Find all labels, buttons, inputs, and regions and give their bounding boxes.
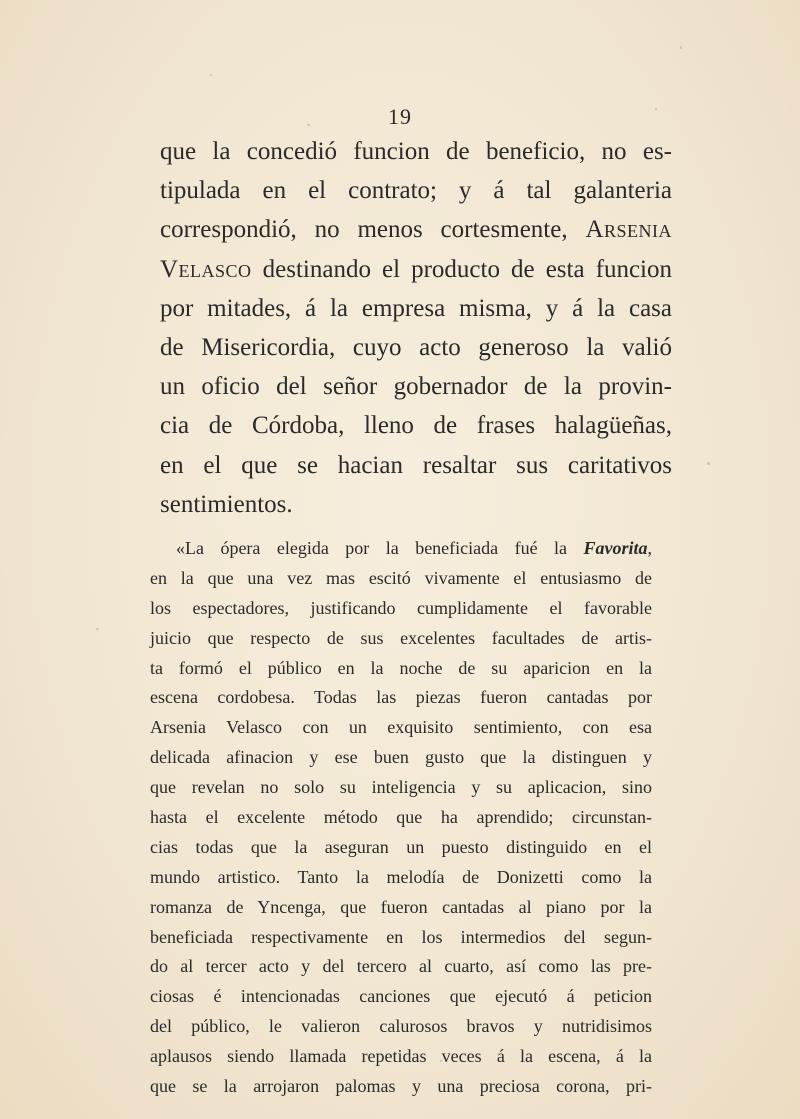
text-line: un oficio del señor gobernador de la provin- <box>160 373 672 401</box>
quote-line: mundo artistico. Tanto la melodía de Donizetti como la <box>150 866 652 887</box>
quote-line: juicio que respecto de sus excelentes facultades de artis- <box>150 627 652 648</box>
name-small-caps: Velasco <box>160 255 252 283</box>
quote-line: hasta el excelente método que ha aprendido; circunstan- <box>150 807 652 828</box>
quote-line: en la que una vez mas escitó vivamente el entusiasmo de <box>150 567 652 588</box>
quote-line: cias todas que la aseguran un puesto distinguido en el <box>150 836 652 857</box>
text-line-content: destinando el producto de esta funcion <box>262 255 672 283</box>
quote-line: que revelan no solo su inteligencia y su aplicacion, sino <box>150 777 652 798</box>
paper-speck <box>680 46 682 49</box>
quote-line: del público, le valieron calurosos bravos y nutridisimos <box>150 1016 652 1037</box>
quote-line: aplausos siendo llamada repetidas veces á la escena, á la <box>150 1046 652 1067</box>
text-line: cia de Córdoba, lleno de frases halagüeñas, <box>160 412 672 440</box>
text-line: que la concedió funcion de beneficio, no es- <box>160 138 672 165</box>
paper-speck <box>707 462 710 465</box>
text-line <box>160 210 672 249</box>
paper-speck <box>96 628 99 630</box>
quote-line: ciosas é intencionadas canciones que ejecutó á peticion <box>150 986 652 1007</box>
opera-title: Favorita <box>583 538 648 558</box>
quote-line: los espectadores, justificando cumplidamente el favorable <box>150 597 652 618</box>
text-line: de Misericordia, cuyo acto generoso la valió <box>160 333 672 361</box>
quote-line: escena cordobesa. Todas las piezas fueron cantadas por <box>150 687 652 708</box>
text-line: sentimientos. <box>160 490 293 518</box>
quote-line-start: «La ópera elegida por la beneficiada fué la <box>176 538 584 558</box>
quote-line: delicada afinacion y ese buen gusto que la distinguen y <box>150 747 652 768</box>
quote-line: ta formó el público en la noche de su aparicion en la <box>150 657 652 678</box>
quote-line: do al tercer acto y del tercero al cuarto, así como las pre- <box>150 956 652 977</box>
text-line: por mitades, á la empresa misma, y á la casa <box>160 294 672 322</box>
text-line-content: correspondió, no menos cortesmente, <box>160 216 568 244</box>
quote-line: que se la arrojaron palomas y una preciosa corona, pri- <box>150 1076 652 1097</box>
paper-speck <box>210 74 212 76</box>
quote-line <box>150 534 652 564</box>
text-line: tipulada en el contrato; y á tal galanteria <box>160 177 672 205</box>
name-small-caps: Arsenia <box>585 216 672 244</box>
text-line: en el que se hacian resaltar sus caritativos <box>160 451 672 479</box>
quote-line: Arsenia Velasco con un exquisito sentimiento, con esa <box>150 717 652 738</box>
body-paragraph <box>160 132 672 524</box>
quoted-review <box>150 534 652 1102</box>
text-line <box>160 250 672 289</box>
quote-line: romanza de Yncenga, que fueron cantadas al piano por la <box>150 896 652 917</box>
quote-line: beneficiada respectivamente en los intermedios del segun- <box>150 926 652 947</box>
page-number: 19 <box>388 104 412 129</box>
quote-line-end: , <box>647 538 652 558</box>
